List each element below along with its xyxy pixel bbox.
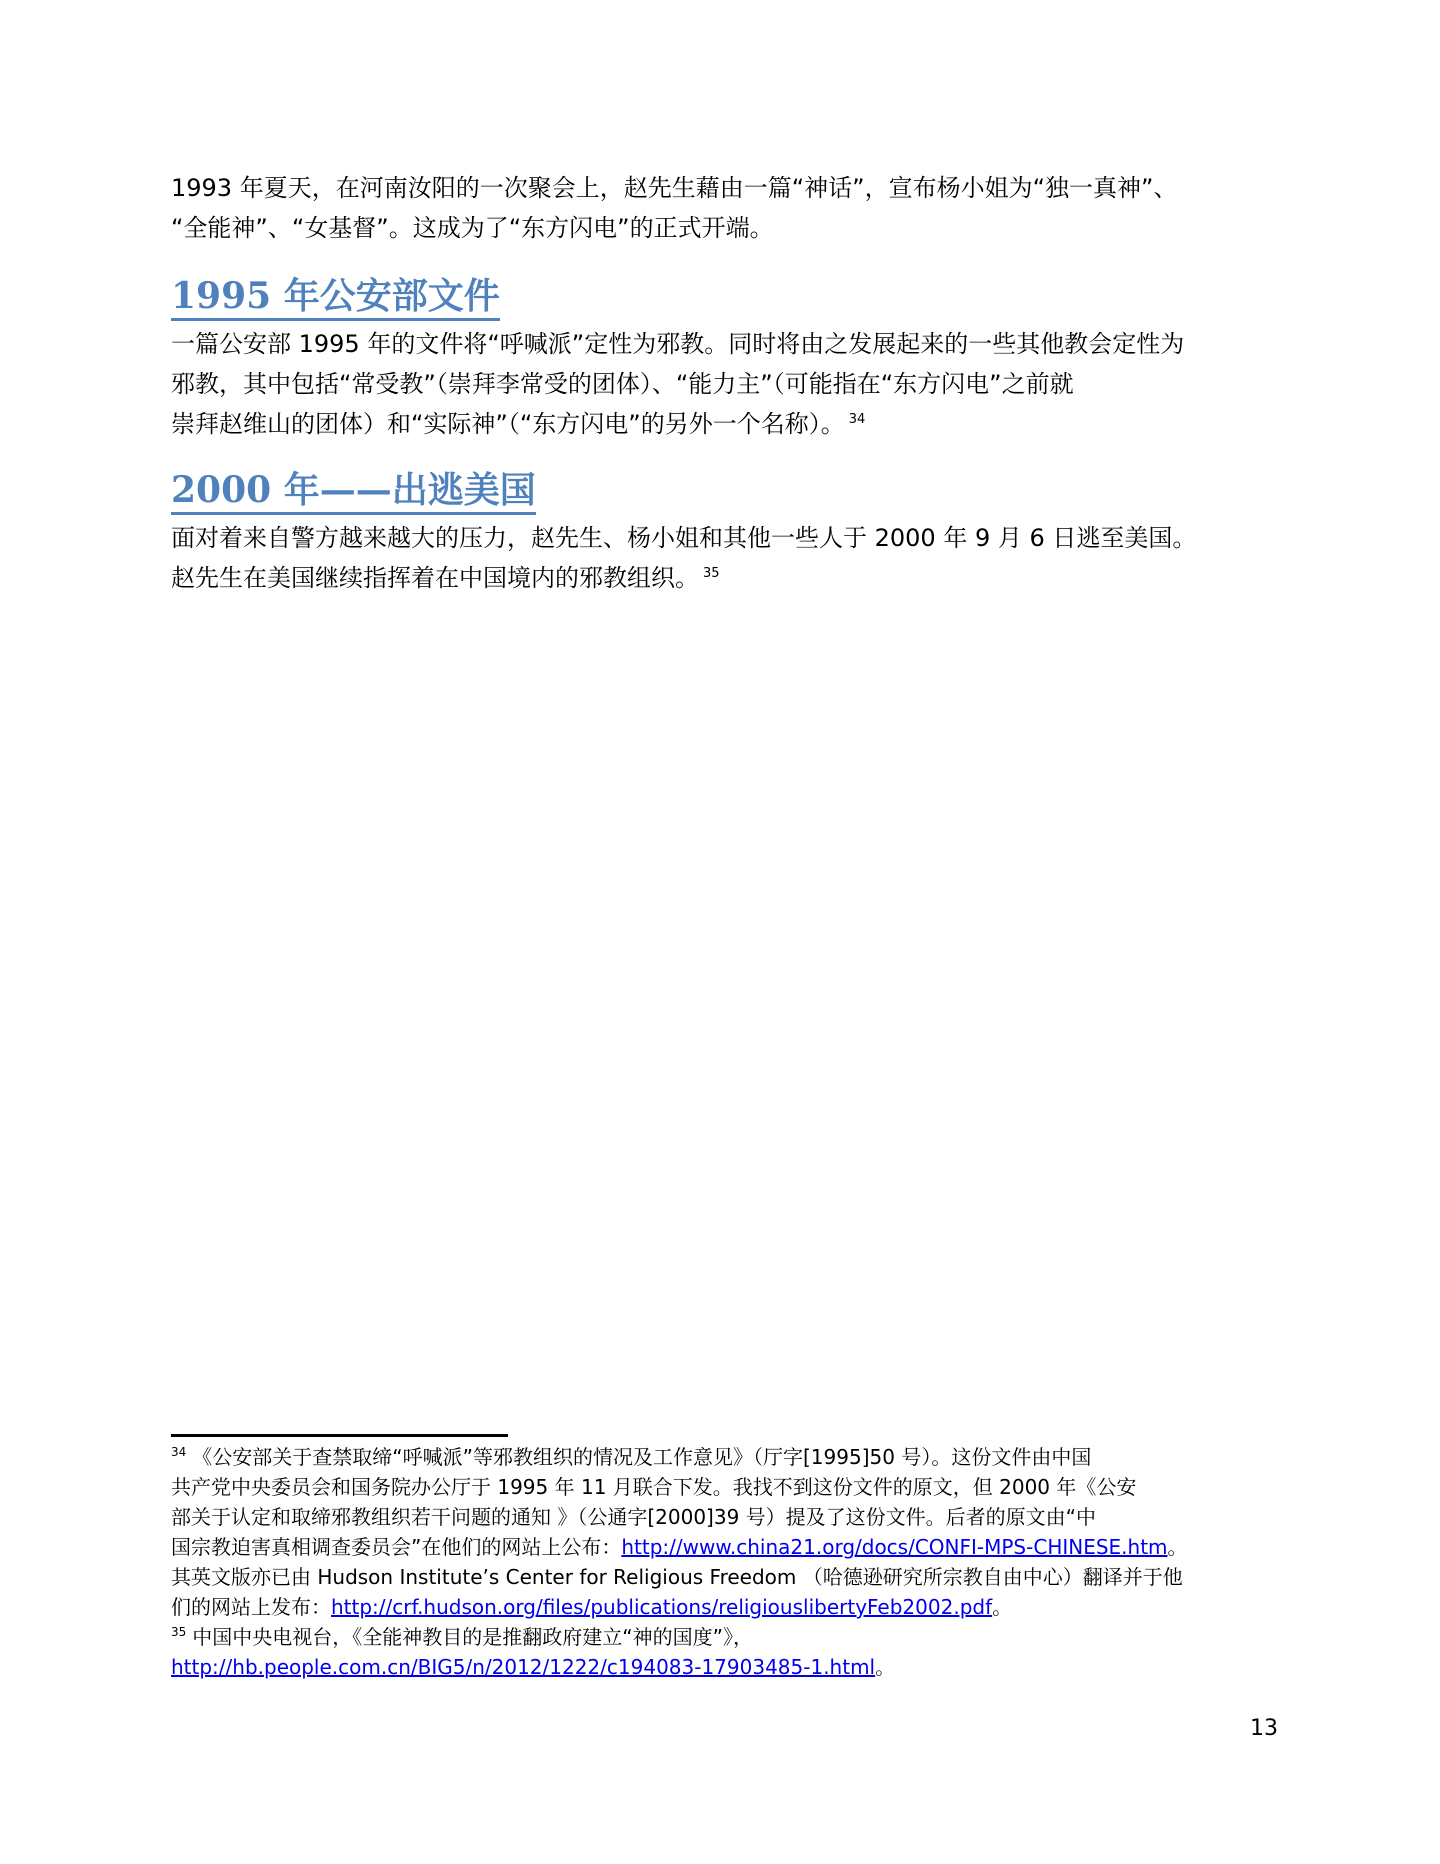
intro-line-2: “全能神”、“女基督”。这成为了“东方闪电”的正式开端。 — [171, 214, 774, 242]
intro-paragraph — [171, 168, 1291, 248]
footnote-34-line-4: 国宗教迫害真相调查委员会”在他们的网站上公布： — [171, 1535, 622, 1559]
footnote-34-line-4-end: 。 — [1167, 1535, 1188, 1559]
section-1995-paragraph — [171, 324, 1291, 444]
footnote-34-line-2: 共产党中央委员会和国务院办公厅于 1995 年 11 月联合下发。我找不到这份文件的原文，但 2000 年《公安 — [171, 1475, 1137, 1499]
section-1995-line-2: 邪教，其中包括“常受教”（崇拜李常受的团体）、“能力主”（可能指在“东方闪电”之前就 — [171, 370, 1074, 398]
footnote-34-line-3: 部关于认定和取缔邪教组织若干问题的通知 》（公通字[2000]39 号）提及了这份文件。后者的原文由“中 — [171, 1505, 1097, 1529]
footnote-34-line-6-end: 。 — [992, 1595, 1013, 1619]
footnote-34-line-5: 其英文版亦已由 Hudson Institute’s Center for Religious Freedom （哈德逊研究所宗教自由中心）翻译并于他 — [171, 1565, 1183, 1589]
footnote-ref-35[interactable]: 35 — [703, 566, 720, 581]
footnote-35-line-2-end: 。 — [875, 1655, 896, 1679]
footnote-34-line-6: 们的网站上发布： — [171, 1595, 331, 1619]
section-2000-paragraph — [171, 518, 1291, 598]
section-2000-line-2: 赵先生在美国继续指挥着在中国境内的邪教组织。 — [171, 564, 699, 592]
section-1995-line-1: 一篇公安部 1995 年的文件将“呼喊派”定性为邪教。同时将由之发展起来的一些其他教会定性为 — [171, 330, 1185, 358]
section-2000-heading — [171, 466, 1271, 514]
section-2000-line-1: 面对着来自警方越来越大的压力，赵先生、杨小姐和其他一些人于 2000 年 9 月 6 日逃至美国。 — [171, 524, 1197, 552]
intro-line-1: 1993 年夏天，在河南汝阳的一次聚会上，赵先生藉由一篇“神话”，宣布杨小姐为“独一真神”、 — [171, 174, 1178, 202]
page-number: 13 — [1250, 1716, 1278, 1741]
footnote-34-line-1: 《公安部关于查禁取缔“呼喊派”等邪教组织的情况及工作意见》（厅字[1995]50 号）。这份文件由中国 — [192, 1445, 1092, 1469]
section-1995-line-3: 崇拜赵维山的团体）和“实际神”（“东方闪电”的另外一个名称）。 — [171, 410, 845, 438]
footnote-ref-34[interactable]: 34 — [848, 412, 866, 427]
china21-link[interactable]: http://www.china21.org/docs/CONFI-MPS-CHINESE.htm — [621, 1535, 1168, 1559]
footnote-35-number: 35 — [171, 1625, 187, 1640]
footnote-35-line-1: 中国中央电视台，《全能神教目的是推翻政府建立“神的国度”》， — [192, 1625, 754, 1649]
section-2000-heading-text: 2000 年——出逃美国 — [171, 469, 536, 515]
section-1995-heading — [171, 272, 1271, 320]
footnote-separator — [171, 1434, 508, 1437]
footnote-34-number: 34 — [171, 1445, 187, 1460]
footnote-35 — [171, 1622, 1276, 1682]
footnote-34 — [171, 1442, 1276, 1622]
hudson-link[interactable]: http://crf.hudson.org/files/publications/religiouslibertyFeb2002.pdf — [331, 1595, 993, 1619]
people-link[interactable]: http://hb.people.com.cn/BIG5/n/2012/1222/c194083-17903485-1.html — [171, 1655, 876, 1679]
section-1995-heading-text: 1995 年公安部文件 — [171, 275, 500, 321]
